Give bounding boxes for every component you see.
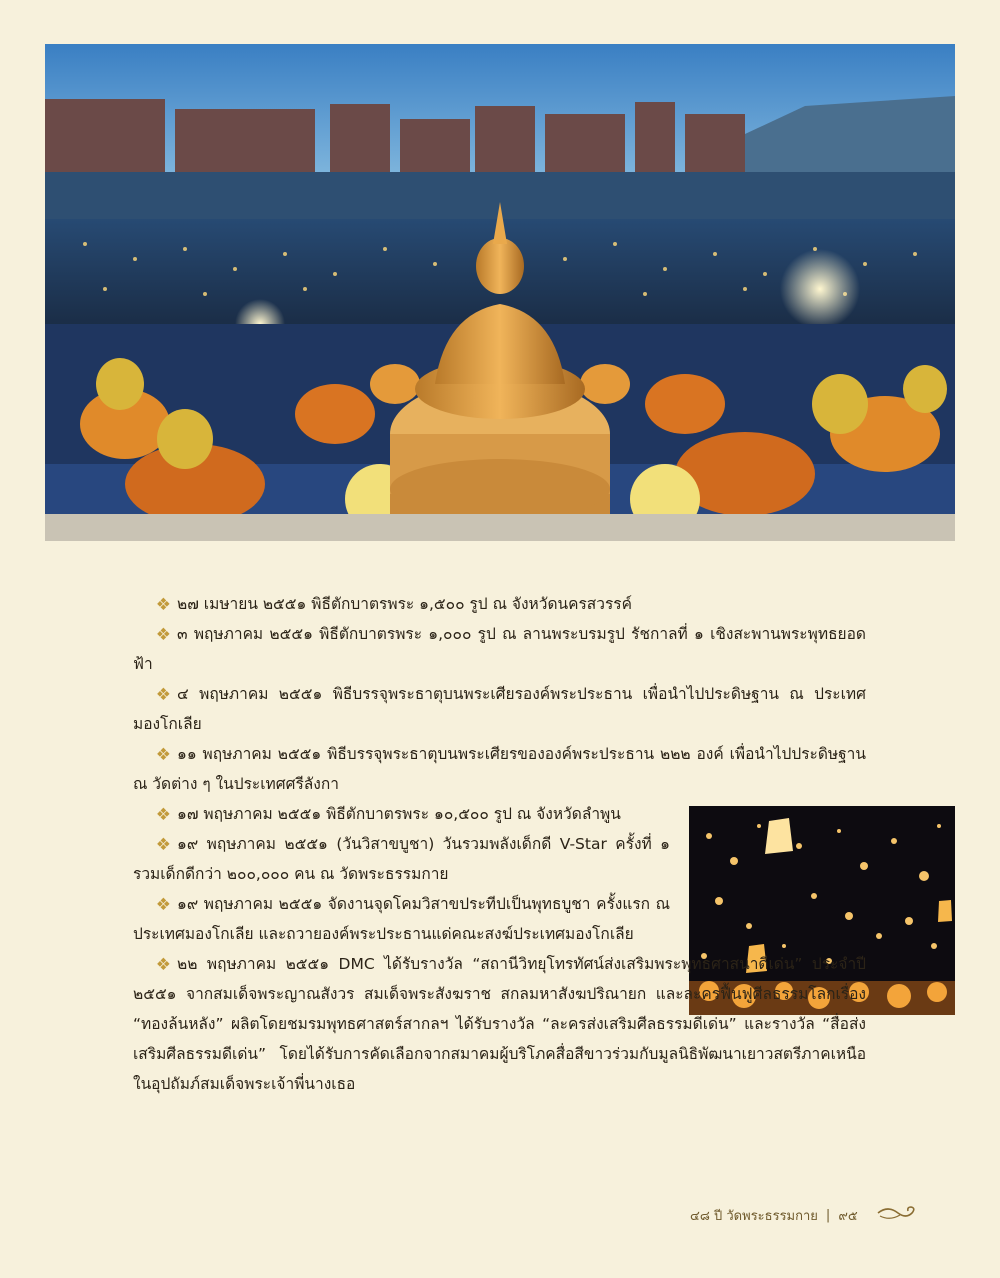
book-title: ๔๘ ปี วัดพระธรรมกาย [690,1208,818,1224]
paragraph-2: ❖ ๓ พฤษภาคม ๒๕๕๑ พิธีตักบาตรพระ ๑,๐๐๐ รูป ณ ลานพระบรมรูป รัชกาลที่ ๑ เชิงสะพานพระพุทธยอดฟ้า [133,619,866,679]
ornament-diamond-icon: ❖ [155,895,171,915]
page-number: ๙๕ [838,1208,858,1224]
ornament-diamond-icon: ❖ [155,595,171,615]
ornament-diamond-icon: ❖ [155,805,171,825]
paragraph-3: ❖ ๔ พฤษภาคม ๒๕๕๑ พิธีบรรจุพระธาตุบนพระเศียรองค์พระประธาน เพื่อนำไปประดิษฐาน ณ ประเทศมองโกเลีย [133,679,866,739]
footer-separator: | [825,1207,831,1223]
page-footer [690,1203,920,1227]
ornament-diamond-icon: ❖ [155,955,171,975]
paragraph-5: ❖ ๑๗ พฤษภาคม ๒๕๕๑ พิธีตักบาตรพระ ๑๐,๕๐๐ รูป ณ จังหวัดลำพูน [133,799,670,829]
paragraph-6: ❖ ๑๙ พฤษภาคม ๒๕๕๑ (วันวิสาขบูชา) วันรวมพลังเด็กดี V-Star ครั้งที่ ๑ รวมเด็กดีกว่า ๒๐๐,๐๐๐ คน ณ วัดพระธรรมกาย [133,829,670,889]
ornament-diamond-icon: ❖ [155,685,171,705]
paragraph-4: ❖ ๑๑ พฤษภาคม ๒๕๕๑ พิธีบรรจุพระธาตุบนพระเศียรขององค์พระประธาน ๒๒๒ องค์ เพื่อนำไปประดิษฐาน ณ วัดต่าง ๆ ในประเทศศรีลังกา [133,739,866,799]
paragraph-8: ❖ ๒๒ พฤษภาคม ๒๕๕๑ DMC ได้รับรางวัล “สถานีวิทยุโทรทัศน์ส่งเสริมพระพุทธศาสนาดีเด่น” ประจำปี ๒๕๕๑ จากสมเด็จพระญาณสังวร สมเด็จพระสังฆราช สกลมหาสังฆปริณายก และละครฟื้นฟูศีลธรรมโลกเรื่อง “ทองล้นหลัง” ผลิตโดยชมรมพุทธศาสตร์สากลฯ ได้รับรางวัล “ละครส่งเสริมศีลธรรมดีเด่น” และรางวัล “สื่อส่งเสริมศีลธรรมดีเด่น” โดยได้รับการคัดเลือกจากสมาคมผู้บริโภคสื่อสีขาวร่วมกับมูลนิธิพัฒนาเยาวสตรีภาคเหนือ ในอุปถัมภ์สมเด็จพระเจ้าพี่นางเธอ [133,949,866,1099]
paragraph-1: ❖ ๒๗ เมษายน ๒๕๕๑ พิธีตักบาตรพระ ๑,๕๐๐ รูป ณ จังหวัดนครสวรรค์ [133,589,866,619]
paragraph-7: ❖ ๑๙ พฤษภาคม ๒๕๕๑ จัดงานจุดโคมวิสาขประทีปเป็นพุทธบูชา ครั้งแรก ณ ประเทศมองโกเลีย และถวายองค์พระประธานแด่คณะสงฆ์ประเทศมองโกเลีย [133,889,670,949]
ceremony-illustration [45,44,955,541]
ornament-diamond-icon: ❖ [155,835,171,855]
swirl-ornament-icon [876,1203,920,1227]
ornament-diamond-icon: ❖ [155,625,171,645]
main-photo-ceremony [45,44,955,541]
body-text [133,589,866,1099]
ornament-diamond-icon: ❖ [155,745,171,765]
